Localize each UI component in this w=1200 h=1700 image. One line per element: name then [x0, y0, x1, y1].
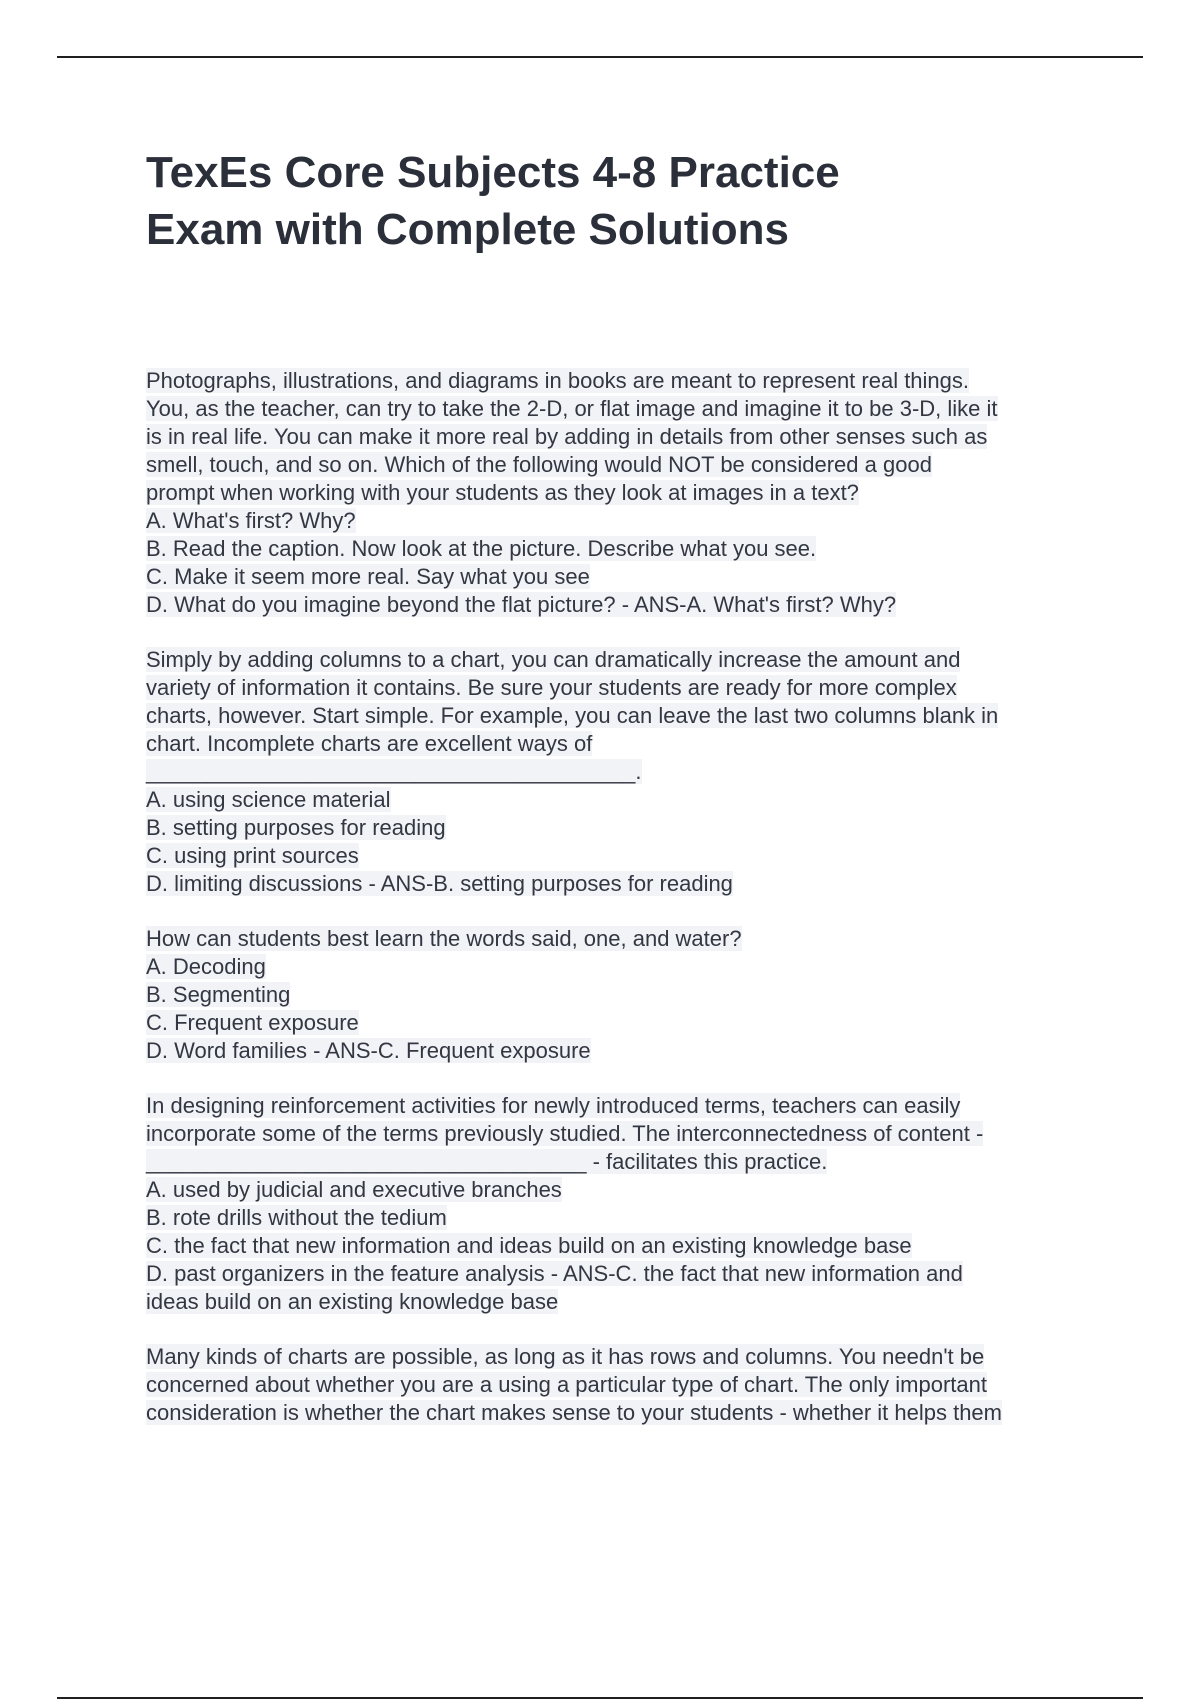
question-line: consideration is whether the chart makes sense to your students - whether it helps them	[146, 1400, 1002, 1425]
question-line: incorporate some of the terms previously studied. The interconnectedness of content -	[146, 1121, 984, 1146]
answer-option: B. Segmenting	[146, 982, 291, 1007]
answer-option: D. past organizers in the feature analysis - ANS-C. the fact that new information and	[146, 1261, 963, 1286]
answer-option: C. Frequent exposure	[146, 1010, 359, 1035]
answer-option: B. setting purposes for reading	[146, 815, 446, 840]
question-block-5	[146, 1343, 1096, 1427]
question-line: chart. Incomplete charts are excellent ways of	[146, 731, 593, 756]
question-block-1	[146, 367, 1096, 619]
answer-option: A. used by judicial and executive branches	[146, 1177, 562, 1202]
document-title	[146, 144, 1046, 258]
answer-option: B. rote drills without the tedium	[146, 1205, 447, 1230]
answer-option: A. Decoding	[146, 954, 266, 979]
answer-option: D. limiting discussions - ANS-B. setting purposes for reading	[146, 871, 733, 896]
title-line: TexEs Core Subjects 4-8 Practice	[146, 148, 840, 197]
document-body	[146, 367, 1096, 1454]
answer-option: C. Make it seem more real. Say what you see	[146, 564, 590, 589]
question-line: Photographs, illustrations, and diagrams in books are meant to represent real things.	[146, 368, 970, 393]
question-block-2	[146, 646, 1096, 898]
question-block-3	[146, 925, 1096, 1065]
title-line: Exam with Complete Solutions	[146, 205, 789, 254]
answer-option: A. using science material	[146, 787, 391, 812]
question-block-4	[146, 1092, 1096, 1316]
answer-option: ideas build on an existing knowledge base	[146, 1289, 559, 1314]
question-line: variety of information it contains. Be sure your students are ready for more complex	[146, 675, 957, 700]
answer-option: D. What do you imagine beyond the flat picture? - ANS-A. What's first? Why?	[146, 592, 897, 617]
question-line: Many kinds of charts are possible, as long as it has rows and columns. You needn't be	[146, 1344, 985, 1369]
top-rule	[57, 56, 1143, 58]
answer-option: D. Word families - ANS-C. Frequent exposure	[146, 1038, 591, 1063]
bottom-rule	[57, 1697, 1143, 1699]
question-line: In designing reinforcement activities for newly introduced terms, teachers can easily	[146, 1093, 961, 1118]
answer-option: C. the fact that new information and ideas build on an existing knowledge base	[146, 1233, 912, 1258]
question-blank: ____________________________________ - facilitates this practice.	[146, 1149, 828, 1174]
question-line: How can students best learn the words said, one, and water?	[146, 926, 742, 951]
answer-option: A. What's first? Why?	[146, 508, 356, 533]
question-blank: ________________________________________.	[146, 759, 642, 784]
question-line: Simply by adding columns to a chart, you can dramatically increase the amount and	[146, 647, 961, 672]
question-line: concerned about whether you are a using a particular type of chart. The only important	[146, 1372, 987, 1397]
answer-option: C. using print sources	[146, 843, 359, 868]
question-line: is in real life. You can make it more real by adding in details from other senses such as	[146, 424, 988, 449]
question-line: charts, however. Start simple. For example, you can leave the last two columns blank in	[146, 703, 999, 728]
question-line: smell, touch, and so on. Which of the following would NOT be considered a good	[146, 452, 932, 477]
question-line: prompt when working with your students as they look at images in a text?	[146, 480, 859, 505]
question-line: You, as the teacher, can try to take the 2-D, or flat image and imagine it to be 3-D, like it	[146, 396, 998, 421]
answer-option: B. Read the caption. Now look at the picture. Describe what you see.	[146, 536, 817, 561]
